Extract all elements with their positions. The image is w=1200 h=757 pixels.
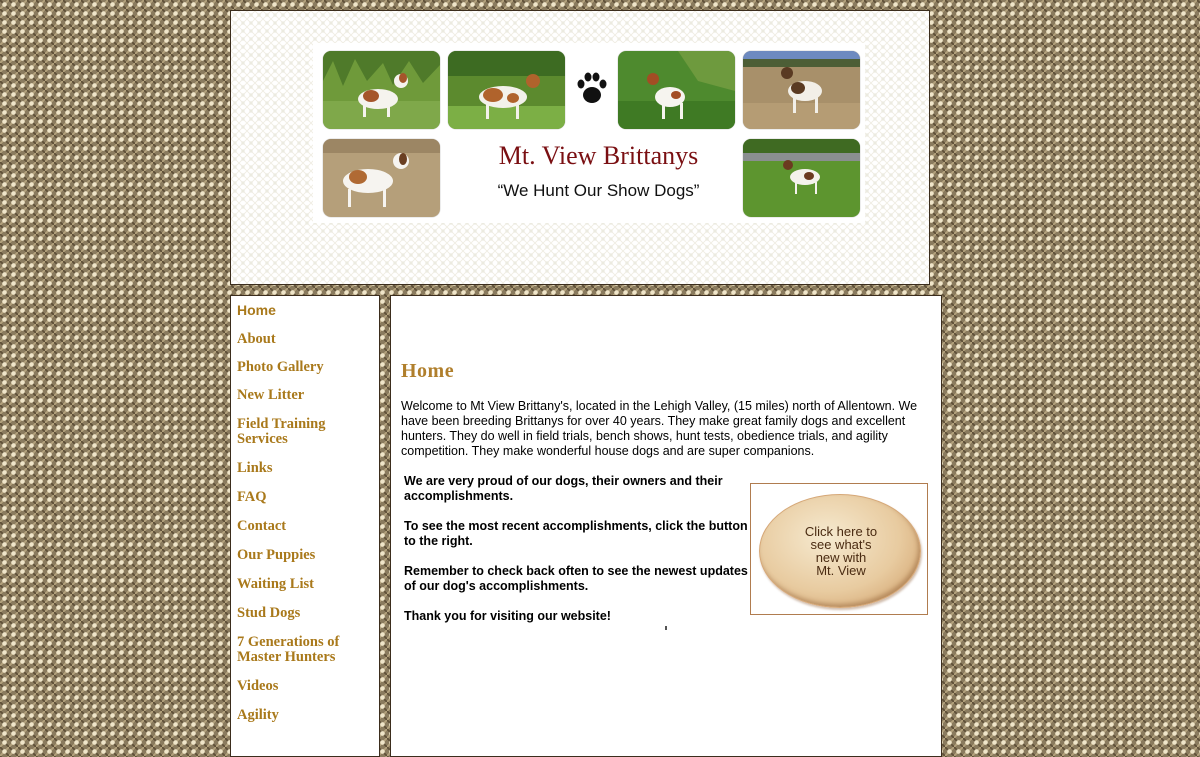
dog-photo <box>743 51 860 129</box>
nav-link[interactable]: Agility <box>237 707 279 723</box>
nav-item-home[interactable] <box>237 303 373 318</box>
message-paragraph: We are very proud of our dogs, their owners and their accomplishments. <box>404 474 723 503</box>
nav-link[interactable]: Waiting List <box>237 576 314 592</box>
nav-link[interactable]: Contact <box>237 518 287 534</box>
intro-paragraph: Welcome to Mt View Brittany's, located in the Lehigh Valley, (15 miles) north of Allentown. We have been breeding Brittanys for over 40 years. They make great family dogs and excellent hunters. They do well in field trials, bench shows, hunt tests, obedience trials, and agility competition. They make wonderful house dogs and are super companions. <box>401 399 918 458</box>
nav-item-stud-dogs[interactable] <box>237 606 373 621</box>
nav-item-our-puppies[interactable] <box>237 548 373 563</box>
nav-item-waiting-list[interactable] <box>237 577 373 592</box>
nav-item-about[interactable] <box>237 332 373 347</box>
sidebar-nav <box>230 295 380 757</box>
nav-link[interactable]: Home <box>237 302 276 318</box>
header-banner <box>230 10 930 285</box>
nav-link[interactable]: 7 Generations of Master Hunters <box>237 634 340 665</box>
nav-link[interactable]: Links <box>237 460 273 476</box>
nav-item-contact[interactable] <box>237 519 373 534</box>
nav-link[interactable]: FAQ <box>237 489 267 505</box>
nav-link[interactable]: Stud Dogs <box>237 605 301 621</box>
nav-item-7-generations[interactable] <box>237 635 373 665</box>
message-paragraph: Thank you for visiting our website! <box>404 609 611 623</box>
page-title: Home <box>401 360 455 382</box>
main-content <box>390 295 942 757</box>
nav-item-faq[interactable] <box>237 490 373 505</box>
nav-item-photo-gallery[interactable] <box>237 360 373 375</box>
nav-item-links[interactable] <box>237 461 373 476</box>
message-paragraph: To see the most recent accomplishments, click the button to the right. <box>404 519 748 548</box>
dog-photo <box>323 51 440 129</box>
nav-item-videos[interactable] <box>237 679 373 694</box>
site-title: Mt. View Brittanys <box>498 141 699 170</box>
nav-link[interactable]: Photo Gallery <box>237 359 324 375</box>
message-paragraph: Remember to check back often to see the newest updates of our dog's accomplishments. <box>404 564 748 593</box>
whats-new-button-label: Click here to see what's new with Mt. View <box>804 524 878 578</box>
site-tagline: “We Hunt Our Show Dogs” <box>497 181 700 200</box>
nav-item-new-litter[interactable] <box>237 388 373 403</box>
stray-mark <box>665 626 667 630</box>
nav-item-field-training[interactable] <box>237 417 373 447</box>
nav-link[interactable]: About <box>237 331 276 347</box>
nav-link[interactable]: Our Puppies <box>237 547 316 563</box>
dog-photo <box>448 51 565 129</box>
paw-print-icon <box>575 70 609 106</box>
nav-item-agility[interactable] <box>237 708 373 723</box>
nav-link[interactable]: Videos <box>237 678 279 694</box>
nav-link[interactable]: Field Training Services <box>237 416 326 447</box>
dog-photo <box>618 51 735 129</box>
whats-new-button[interactable] <box>759 494 921 608</box>
news-button-frame <box>750 483 928 615</box>
nav-link[interactable]: New Litter <box>237 387 305 403</box>
